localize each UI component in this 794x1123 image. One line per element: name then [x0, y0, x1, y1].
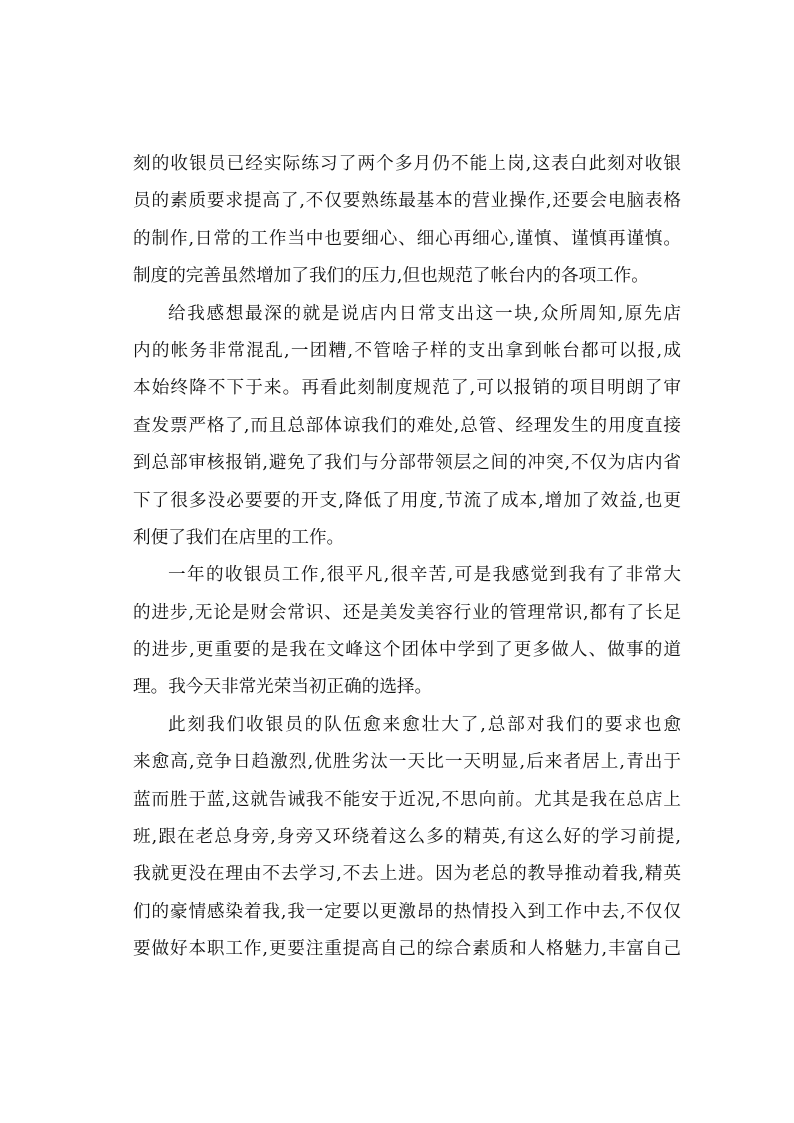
text-line: 的进步,无论是财会常识、还是美发美容行业的管理常识,都有了长足	[133, 602, 681, 623]
paragraph-first-line: 一年的收银员工作,很平凡,很辛苦,可是我感觉到我有了非常大	[168, 565, 681, 586]
text-line: 班,跟在老总身旁,身旁又环绕着这么多的精英,有这么好的学习前提,	[133, 827, 681, 848]
paragraph-first-line: 此刻我们收银员的队伍愈来愈壮大了,总部对我们的要求也愈	[168, 714, 681, 735]
text-line: 我就更没在理由不去学习,不去上进。因为老总的教导推动着我,精英	[133, 864, 681, 885]
text-line: 蓝而胜于蓝,这就告诫我不能安于近况,不思向前。尤其是我在总店上	[133, 789, 681, 810]
text-line: 员的素质要求提高了,不仅要熟练最基本的营业操作,还要会电脑表格	[133, 191, 681, 212]
text-line: 到总部审核报销,避免了我们与分部带领层之间的冲突,不仅为店内省	[133, 453, 681, 474]
text-line: 来愈高,竞争日趋激烈,优胜劣汰一天比一天明显,后来者居上,青出于	[133, 752, 681, 773]
text-line: 的制作,日常的工作当中也要细心、细心再细心,谨慎、谨慎再谨慎。	[133, 228, 681, 249]
text-line: 们的豪情感染着我,我一定要以更激昂的热情投入到工作中去,不仅仅	[133, 901, 681, 922]
text-line: 刻的收银员已经实际练习了两个多月仍不能上岗,这表白此刻对收银	[133, 154, 681, 174]
text-line: 制度的完善虽然增加了我们的压力,但也规范了帐台内的各项工作。	[133, 266, 649, 287]
text-line: 查发票严格了,而且总部体谅我们的难处,总管、经理发生的用度直接	[133, 415, 681, 436]
text-line: 利便了我们在店里的工作。	[133, 527, 345, 548]
text-line: 要做好本职工作,更要注重提高自己的综合素质和人格魅力,丰富自己	[133, 939, 681, 960]
text-line: 下了很多没必要要的开支,降低了用度,节流了成本,增加了效益,也更	[133, 490, 681, 511]
text-line: 本始终降不下于来。再看此刻制度规范了,可以报销的项目明朗了审	[133, 378, 681, 399]
document-body	[133, 146, 681, 969]
text-line: 的进步,更重要的是我在文峰这个团体中学到了更多做人、做事的道	[133, 640, 681, 661]
text-line: 理。我今天非常光荣当初正确的选择。	[133, 677, 433, 698]
text-line: 内的帐务非常混乱,一团糟,不管啥子样的支出拿到帐台都可以报,成	[133, 340, 681, 361]
paragraph-first-line: 给我感想最深的就是说店内日常支出这一块,众所周知,原先店	[168, 303, 681, 324]
